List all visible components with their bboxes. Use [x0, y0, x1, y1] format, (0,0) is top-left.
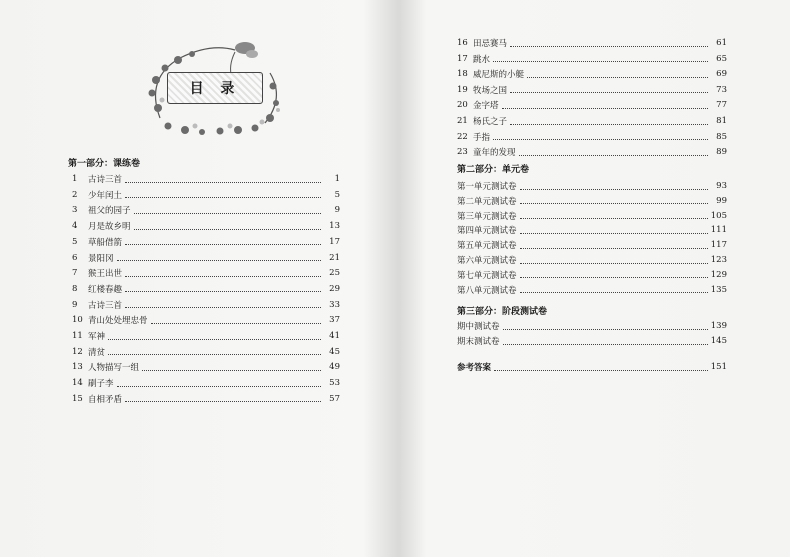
part2-heading: 第二部分：单元卷	[457, 165, 530, 175]
toc-row-title: 田忌赛马	[473, 39, 508, 49]
toc-row-title: 少年闰土	[88, 190, 123, 201]
toc-row-number: 16	[457, 38, 468, 48]
leader-dots	[503, 329, 708, 330]
toc-row-title: 牧场之国	[473, 85, 508, 96]
toc-row-number: 3	[72, 205, 78, 216]
toc-row[interactable]	[72, 329, 340, 343]
toc-row[interactable]	[72, 172, 340, 186]
toc-row-page: 117	[710, 240, 727, 251]
toc-row[interactable]	[72, 298, 340, 312]
toc-row-number: 9	[72, 299, 78, 310]
toc-row[interactable]	[72, 251, 340, 265]
toc-row-page: 139	[710, 321, 727, 331]
toc-title-box	[167, 72, 263, 104]
toc-row-page: 13	[329, 221, 340, 232]
leader-dots	[520, 263, 708, 264]
toc-row-number: 19	[457, 84, 468, 95]
toc-row-number: 6	[72, 252, 78, 263]
toc-row-page: 93	[716, 181, 727, 191]
toc-row-page: 41	[329, 331, 340, 341]
toc-row-page: 45	[329, 346, 340, 357]
toc-row-title: 跳水	[473, 54, 491, 65]
leader-dots	[151, 323, 321, 324]
toc-row-title: 月是故乡明	[88, 222, 131, 233]
toc-row[interactable]	[72, 219, 340, 233]
part1-heading: 第一部分：课练卷	[68, 159, 141, 169]
toc-row[interactable]	[457, 253, 727, 267]
toc-row-page: 85	[716, 131, 727, 142]
leader-dots	[520, 292, 708, 293]
leader-dots	[520, 248, 708, 249]
toc-row[interactable]	[457, 238, 727, 252]
answers-row[interactable]	[457, 360, 727, 374]
toc-row-number: 4	[72, 221, 78, 232]
toc-row[interactable]	[72, 203, 340, 217]
leader-dots	[134, 229, 321, 230]
toc-row-title: 第一单元测试卷	[457, 182, 517, 192]
toc-row-number: 21	[457, 116, 468, 126]
toc-row-page: 61	[716, 38, 727, 48]
toc-row-title: 第四单元测试卷	[457, 226, 517, 237]
toc-row-number: 10	[72, 315, 83, 326]
toc-row-title: 军神	[88, 332, 106, 342]
toc-row-title: 手指	[473, 132, 491, 143]
leader-dots	[125, 197, 321, 198]
toc-row-number: 14	[72, 378, 83, 389]
toc-row-page: 25	[329, 268, 340, 279]
toc-row-number: 20	[457, 100, 468, 111]
toc-row-title: 古诗三首	[88, 300, 123, 311]
toc-row-title: 自相矛盾	[88, 394, 123, 405]
toc-row-title: 草船借箭	[88, 237, 123, 248]
toc-row-page: 65	[716, 53, 727, 64]
toc-row-title: 第七单元测试卷	[457, 270, 517, 281]
toc-row-title: 人物描写一组	[88, 363, 140, 374]
leader-dots	[117, 386, 321, 387]
leader-dots	[493, 61, 708, 62]
toc-row-number: 8	[72, 283, 78, 294]
toc-row-title: 古诗三首	[88, 175, 123, 185]
toc-row-page: 99	[716, 195, 727, 206]
toc-row-page: 123	[710, 255, 727, 265]
toc-row-number: 12	[72, 346, 83, 357]
toc-row-title: 第六单元测试卷	[457, 256, 517, 266]
answers-page: 151	[710, 362, 727, 372]
toc-row-title: 红楼春趣	[88, 284, 123, 295]
toc-row[interactable]	[457, 52, 727, 66]
toc-row[interactable]	[72, 266, 340, 280]
leader-dots	[125, 307, 321, 308]
leader-dots	[142, 370, 321, 371]
toc-row[interactable]	[457, 36, 727, 50]
toc-row[interactable]	[72, 376, 340, 390]
toc-row[interactable]	[457, 223, 727, 237]
toc-row-title: 景阳冈	[88, 253, 114, 264]
leader-dots	[493, 139, 708, 140]
toc-row[interactable]	[457, 319, 727, 333]
toc-row-title: 第五单元测试卷	[457, 241, 517, 252]
toc-row-title: 第二单元测试卷	[457, 196, 517, 207]
toc-row-page: 17	[329, 236, 340, 247]
toc-title: 目 录	[189, 81, 241, 97]
toc-row-page: 111	[710, 225, 727, 236]
part3-heading: 第三部分：阶段测试卷	[457, 307, 548, 317]
toc-row-title: 祖父的园子	[88, 206, 131, 217]
toc-row-title: 期末测试卷	[457, 337, 500, 347]
toc-row[interactable]	[457, 334, 727, 348]
toc-row-page: 5	[334, 189, 340, 200]
toc-row-title: 清贫	[88, 347, 106, 358]
toc-row-page: 145	[710, 336, 727, 346]
leader-dots	[494, 370, 708, 371]
toc-row-page: 49	[329, 362, 340, 373]
toc-row-title: 猴王出世	[88, 269, 123, 280]
toc-row-number: 2	[72, 189, 78, 200]
leader-dots	[125, 182, 321, 183]
leader-dots	[117, 260, 321, 261]
toc-row-page: 77	[716, 100, 727, 111]
toc-row[interactable]	[72, 392, 340, 406]
toc-row-title: 杨氏之子	[473, 117, 508, 127]
toc-row[interactable]	[457, 98, 727, 112]
toc-row[interactable]	[72, 360, 340, 374]
toc-row-page: 53	[329, 378, 340, 389]
toc-row-number: 17	[457, 53, 468, 64]
answers-title: 参考答案	[457, 363, 492, 373]
leader-dots	[125, 276, 321, 277]
toc-row[interactable]	[457, 179, 727, 193]
toc-row[interactable]	[72, 313, 340, 327]
leader-dots	[125, 291, 321, 292]
leader-dots	[125, 401, 321, 402]
toc-row-title: 威尼斯的小艇	[473, 70, 525, 81]
toc-row-number: 18	[457, 69, 468, 80]
leader-dots	[108, 339, 321, 340]
toc-row-page: 129	[710, 269, 727, 280]
toc-row-number: 23	[457, 147, 468, 158]
toc-row-page: 135	[710, 284, 727, 295]
toc-row-title: 金字塔	[473, 101, 499, 112]
toc-row-page: 89	[716, 147, 727, 158]
leader-dots	[510, 124, 708, 125]
toc-row-number: 11	[72, 331, 83, 341]
leader-dots	[520, 189, 708, 190]
leader-dots	[520, 203, 708, 204]
right-page	[395, 0, 790, 557]
toc-row[interactable]	[457, 130, 727, 144]
toc-row-page: 29	[329, 283, 340, 294]
leader-dots	[520, 218, 708, 219]
toc-row-page: 57	[329, 393, 340, 404]
toc-row[interactable]	[457, 145, 727, 159]
toc-row-page: 37	[329, 315, 340, 326]
leader-dots	[520, 233, 708, 234]
leader-dots	[527, 77, 708, 78]
toc-row-number: 1	[72, 174, 78, 184]
toc-row-number: 22	[457, 131, 468, 142]
toc-row[interactable]	[457, 83, 727, 97]
toc-row-title: 第三单元测试卷	[457, 211, 517, 222]
toc-row[interactable]	[457, 67, 727, 81]
toc-row-title: 青山处处埋忠骨	[88, 316, 148, 327]
toc-row[interactable]	[72, 188, 340, 202]
leader-dots	[519, 155, 708, 156]
toc-row-page: 105	[710, 210, 727, 221]
leader-dots	[503, 344, 708, 345]
toc-row[interactable]	[457, 194, 727, 208]
toc-row[interactable]	[457, 209, 727, 223]
leader-dots	[134, 213, 321, 214]
toc-row-number: 15	[72, 393, 83, 404]
leader-dots	[108, 354, 321, 355]
toc-row-number: 7	[72, 268, 78, 279]
toc-row-page: 81	[716, 116, 727, 126]
toc-row-title: 第八单元测试卷	[457, 285, 517, 296]
toc-row-page: 1	[334, 174, 340, 184]
leader-dots	[125, 244, 321, 245]
toc-row-page: 21	[329, 252, 340, 263]
toc-row[interactable]	[72, 282, 340, 296]
toc-row-page: 33	[329, 299, 340, 310]
leader-dots	[510, 46, 708, 47]
toc-row-title: 童年的发现	[473, 148, 516, 159]
toc-row[interactable]	[72, 235, 340, 249]
toc-row-page: 69	[716, 69, 727, 80]
leader-dots	[502, 108, 708, 109]
toc-row-title: 期中测试卷	[457, 322, 500, 332]
toc-row-number: 5	[72, 236, 78, 247]
toc-row[interactable]	[72, 345, 340, 359]
leader-dots	[520, 277, 708, 278]
toc-row-page: 73	[716, 84, 727, 95]
toc-row[interactable]	[457, 283, 727, 297]
toc-row-number: 13	[72, 362, 83, 373]
toc-row[interactable]	[457, 268, 727, 282]
leader-dots	[510, 92, 708, 93]
toc-row-page: 9	[334, 205, 340, 216]
toc-row-title: 刷子李	[88, 379, 114, 390]
toc-row[interactable]	[457, 114, 727, 128]
